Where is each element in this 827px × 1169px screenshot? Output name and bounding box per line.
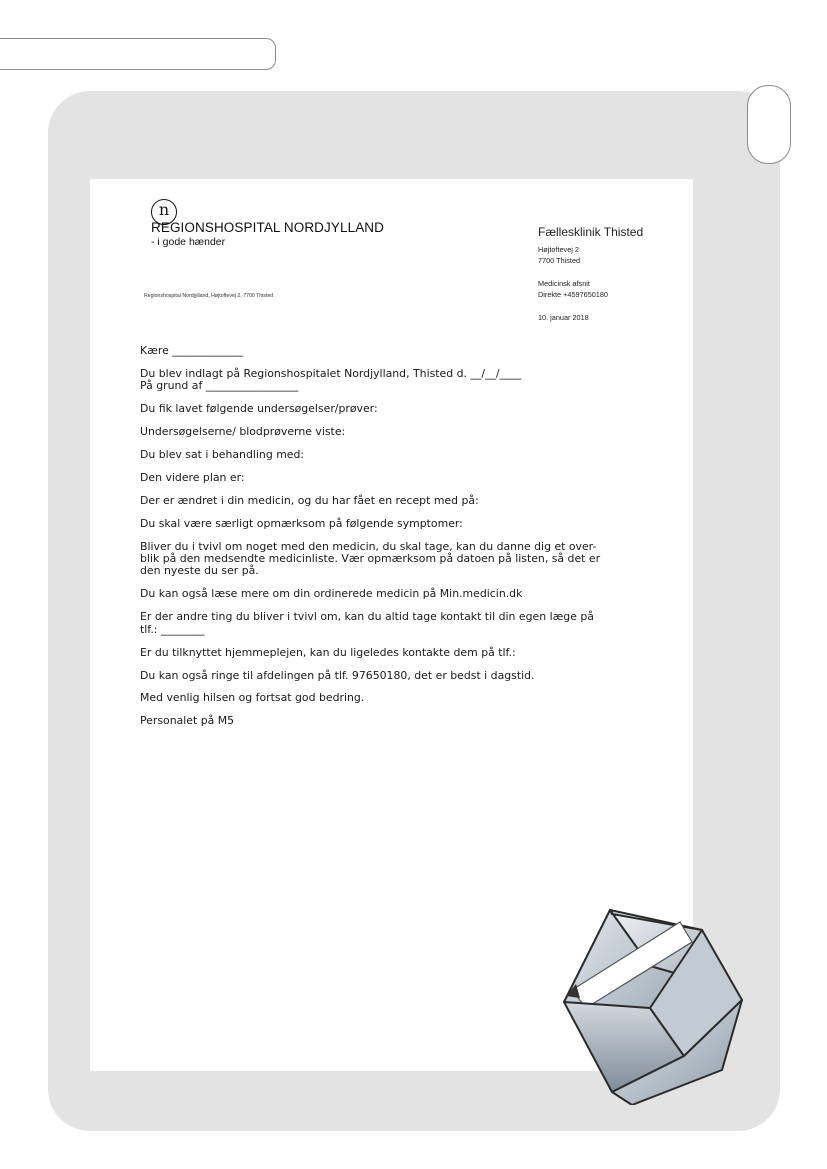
top-tab-bar — [0, 38, 276, 70]
ward-phone-paragraph: Du kan også ringe til afdelingen på tlf. 97650180, det er bedst i dagstid. — [140, 668, 535, 682]
medicine-list-paragraph: Bliver du i tvivl om noget med den medicin, du skal tage, kan du danne dig et over- blik på den medsendte medicinliste. Vær opmærksom på datoen på listen, så det er den nyeste du ser på. — [140, 539, 601, 578]
clinic-address-block — [538, 225, 643, 323]
symptoms-paragraph: Du skal være særligt opmærksom på følgende symptomer: — [140, 516, 463, 530]
greeting: Kære _____________ — [140, 344, 244, 357]
side-tab[interactable] — [747, 85, 791, 164]
clinic-street: Højtoftevej 2 — [538, 245, 579, 254]
own-doctor-paragraph: Er der andre ting du bliver i tvivl om, kan du altid tage kontakt til din egen læge på tlf.: ________ — [140, 610, 594, 636]
clinic-name: Fællesklinik Thisted — [538, 225, 644, 239]
clinic-department: Medicinsk afsnit — [538, 279, 590, 288]
letter-body — [140, 345, 670, 738]
hospital-logo: n — [151, 199, 177, 225]
letter-date: 10. januar 2018 — [538, 313, 589, 322]
signature: Personalet på M5 — [140, 714, 235, 728]
results-paragraph: Undersøgelserne/ blodprøverne viste: — [140, 425, 346, 439]
clinic-phone: Direkte +4597650180 — [538, 290, 608, 299]
sender-address: Regionshospital Nordjylland, Højtoftevej 2, 7700 Thisted — [144, 293, 274, 299]
closing-paragraph: Med venlig hilsen og fortsat god bedring. — [140, 691, 365, 705]
open-envelope-icon — [552, 880, 792, 1105]
plan-paragraph: Den videre plan er: — [140, 470, 245, 484]
examinations-paragraph: Du fik lavet følgende undersøgelser/prøver: — [140, 402, 378, 416]
clinic-city: 7700 Thisted — [538, 256, 581, 265]
admission-paragraph: Du blev indlagt på Regionshospitalet Nordjylland, Thisted d. __/__/____ På grund af _________________ — [140, 366, 522, 393]
home-care-paragraph: Er du tilknyttet hjemmeplejen, kan du ligeledes kontakte dem på tlf.: — [140, 645, 516, 659]
hospital-tagline: - i gode hænder — [151, 236, 226, 248]
hospital-name: REGIONSHOSPITAL NORDJYLLAND — [151, 220, 384, 235]
min-medicin-paragraph: Du kan også læse mere om din ordinerede medicin på Min.medicin.dk — [140, 587, 523, 601]
medicine-change-paragraph: Der er ændret i din medicin, og du har fået en recept med på: — [140, 493, 479, 507]
treatment-paragraph: Du blev sat i behandling med: — [140, 448, 305, 462]
